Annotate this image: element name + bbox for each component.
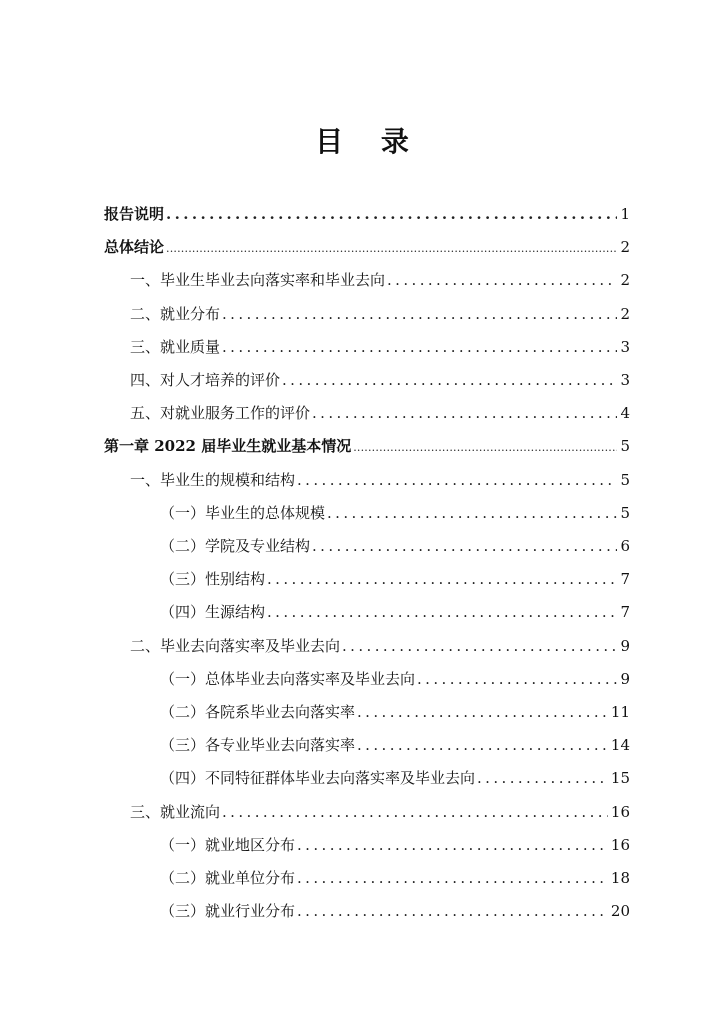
toc-entry-label: （一）就业地区分布 [160, 836, 296, 854]
toc-entry-page-number: 6 [620, 537, 630, 555]
toc-entry-label: （四）生源结构 [160, 603, 266, 621]
dot-leader [166, 238, 617, 260]
toc-entry-label: 第一章 2022 届毕业生就业基本情况 [104, 437, 352, 455]
toc-entry [130, 402, 630, 424]
toc-entry-label: 报告说明 [104, 205, 165, 223]
toc-entry-page-number: 9 [620, 670, 630, 688]
toc-entry-label: 二、就业分布 [130, 305, 221, 323]
toc-entry-label: 一、毕业生的规模和结构 [130, 471, 296, 489]
toc-entry-page-number: 9 [620, 637, 630, 655]
toc-entry [160, 535, 630, 557]
toc-entry-label: 二、毕业去向落实率及毕业去向 [130, 637, 341, 655]
toc-entry-label: （三）性别结构 [160, 570, 266, 588]
dot-leader [297, 900, 608, 922]
toc-entry-page-number: 14 [610, 736, 630, 754]
toc-entry [104, 203, 630, 225]
toc-entry-page-number: 16 [610, 803, 630, 821]
dot-leader [353, 437, 617, 459]
toc-entry [160, 900, 630, 922]
toc-entry-page-number: 4 [620, 404, 630, 422]
toc-entry-label: （一）毕业生的总体规模 [160, 504, 326, 522]
toc-entry [130, 336, 630, 358]
toc-entry-label: 三、就业流向 [130, 803, 221, 821]
toc-entry-label: （三）就业行业分布 [160, 902, 296, 920]
toc-entry [160, 668, 630, 690]
toc-entry-label: 三、就业质量 [130, 338, 221, 356]
toc-entry-page-number: 11 [610, 703, 630, 721]
toc-entry [130, 369, 630, 391]
toc-entry-page-number: 20 [610, 902, 630, 920]
dot-leader [297, 469, 617, 491]
toc-entry-page-number: 2 [620, 305, 630, 323]
toc-entry-page-number: 5 [620, 437, 630, 455]
toc-entry-label: 总体结论 [104, 238, 165, 256]
toc-entry [130, 303, 630, 325]
toc-entry-page-number: 2 [620, 238, 630, 256]
dot-leader [222, 336, 617, 358]
dot-leader [282, 369, 617, 391]
dot-leader [357, 734, 608, 756]
toc-entry-label: 四、对人才培养的评价 [130, 371, 281, 389]
toc-entry [130, 635, 630, 657]
toc-entry-label: （二）就业单位分布 [160, 869, 296, 887]
toc-entry [160, 734, 630, 756]
toc-entry [104, 435, 630, 457]
toc-entry-page-number: 5 [620, 471, 630, 489]
toc-entry-page-number: 3 [620, 338, 630, 356]
toc-entry-label: （二）各院系毕业去向落实率 [160, 703, 356, 721]
dot-leader [267, 568, 617, 590]
toc-entry [160, 568, 630, 590]
toc-entry-page-number: 3 [620, 371, 630, 389]
toc-entry-page-number: 18 [610, 869, 630, 887]
toc-entry-page-number: 7 [620, 603, 630, 621]
toc-entry-label: （二）学院及专业结构 [160, 537, 311, 555]
toc-entry-page-number: 5 [620, 504, 630, 522]
toc-entry [160, 502, 630, 524]
toc-entry-page-number: 2 [620, 271, 630, 289]
dot-leader [297, 834, 608, 856]
toc-entry-label: 五、对就业服务工作的评价 [130, 404, 311, 422]
toc-entry [130, 801, 630, 823]
dot-leader [222, 303, 617, 325]
toc-entry-page-number: 7 [620, 570, 630, 588]
dot-leader [342, 635, 617, 657]
toc-entry [160, 767, 630, 789]
dot-leader [477, 767, 608, 789]
toc-entry [130, 469, 630, 491]
dot-leader [166, 203, 617, 225]
dot-leader [297, 867, 608, 889]
toc-entry [104, 236, 630, 258]
toc-entry-page-number: 1 [620, 205, 630, 223]
toc-entry-label: （三）各专业毕业去向落实率 [160, 736, 356, 754]
toc-entry-label: （一）总体毕业去向落实率及毕业去向 [160, 670, 416, 688]
dot-leader [327, 502, 617, 524]
toc-title: 目 录 [315, 125, 409, 158]
toc-entry [160, 601, 630, 623]
dot-leader [222, 801, 608, 823]
toc-entry [160, 701, 630, 723]
dot-leader [357, 701, 608, 723]
toc-entry [130, 269, 630, 291]
toc-entry [160, 867, 630, 889]
dot-leader [312, 535, 617, 557]
dot-leader [417, 668, 617, 690]
toc-entry-page-number: 16 [610, 836, 630, 854]
toc-entry-page-number: 15 [610, 769, 630, 787]
dot-leader [267, 601, 617, 623]
toc-entry [160, 834, 630, 856]
dot-leader [312, 402, 617, 424]
toc-entry-label: 一、毕业生毕业去向落实率和毕业去向 [130, 271, 386, 289]
dot-leader [387, 269, 617, 291]
toc-entry-label: （四）不同特征群体毕业去向落实率及毕业去向 [160, 769, 476, 787]
